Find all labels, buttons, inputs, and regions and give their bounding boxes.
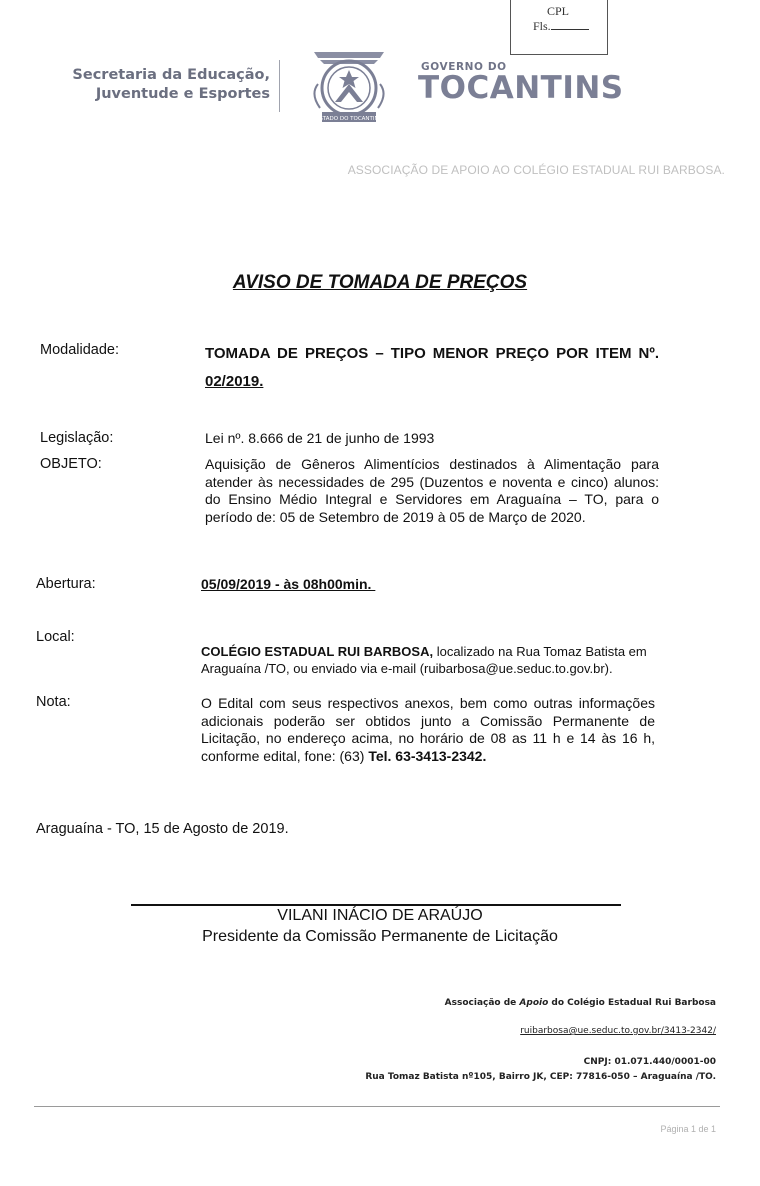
document-title: AVISO DE TOMADA DE PREÇOS	[232, 272, 528, 293]
seal-text: ESTADO DO TOCANTINS	[315, 116, 383, 122]
nota-label: Nota:	[36, 694, 71, 710]
modalidade-text: TOMADA DE PREÇOS – TIPO MENOR PREÇO POR ITEM Nº.	[205, 345, 659, 362]
legislacao-value: Lei nº. 8.666 de 21 de junho de 1993	[205, 430, 435, 446]
cpl-label: CPL	[547, 4, 570, 18]
secretaria-name	[48, 66, 270, 104]
nota-phone: Tel. 63-3413-2342.	[368, 747, 487, 764]
modalidade-value	[205, 340, 659, 396]
fls-field	[533, 18, 589, 34]
modalidade-label: Modalidade:	[40, 342, 119, 358]
header-association: ASSOCIAÇÃO DE APOIO AO COLÉGIO ESTADUAL RUI BARBOSA.	[347, 163, 725, 177]
tocantins-wordmark: TOCANTINS	[418, 70, 624, 106]
secretaria-line-1: Secretaria da Educação,	[72, 67, 270, 83]
local-address: localizado na Rua Tomaz Batista em Araguaína /TO, ou enviado via e-mail (ruibarbosa@ue.seduc.to.gov.br).	[201, 644, 647, 676]
signatory-name: VILANI INÁCIO DE ARAÚJO	[277, 907, 483, 924]
footer-association-suffix: do Colégio Estadual Rui Barbosa	[548, 998, 716, 1008]
objeto-value: Aquisição de Gêneros Alimentícios destinados à Alimentação para atender às necessidades de 295 (Duzentos e noventa e cinco) alunos: do Ensino Médio Integral e Servidores em Araguaína – TO, para o período de: 05 de Setembro de 2019 à 05 de Março de 2020.	[205, 456, 659, 525]
page-number: Página 1 de 1	[660, 1124, 716, 1134]
footer-association-italic: Apoio	[519, 998, 549, 1008]
footer-association	[445, 998, 716, 1008]
footer-contact-link[interactable]: ruibarbosa@ue.seduc.to.gov.br/3413-2342/	[520, 1026, 716, 1036]
modalidade-number: 02/2019.	[205, 373, 264, 390]
footer-association-prefix: Associação de	[444, 998, 520, 1008]
fls-blank-line	[551, 18, 589, 30]
city-date: Araguaína - TO, 15 de Agosto de 2019.	[36, 821, 289, 837]
secretaria-line-2: Juventude e Esportes	[95, 86, 270, 102]
local-school-name: COLÉGIO ESTADUAL RUI BARBOSA,	[201, 644, 434, 659]
local-value	[201, 644, 655, 677]
header-divider	[279, 60, 280, 112]
state-seal-icon	[300, 44, 398, 128]
footer-address: Rua Tomaz Batista nº105, Bairro JK, CEP: 77816-050 – Araguaína /TO.	[365, 1072, 716, 1082]
footer-divider	[34, 1106, 720, 1107]
signature-line	[131, 904, 621, 906]
signatory-role: Presidente da Comissão Permanente de Licitação	[202, 928, 558, 945]
cpl-stamp-box	[510, 0, 608, 55]
footer-cnpj: CNPJ: 01.071.440/0001-00	[583, 1057, 716, 1067]
legislacao-label: Legislação:	[40, 430, 114, 446]
nota-text: O Edital com seus respectivos anexos, bem como outras informações adicionais poderão ser obtidos junto a Comissão Permanente de Licitação, no endereço acima, no horário de 08 as 11 h e 14 às 16 h, conforme edital, fone: (63)	[201, 695, 655, 764]
abertura-label: Abertura:	[36, 576, 96, 592]
local-label: Local:	[36, 629, 75, 645]
fls-label: Fls.	[533, 19, 551, 33]
nota-value	[201, 695, 655, 765]
objeto-label: OBJETO:	[40, 456, 102, 472]
abertura-value: 05/09/2019 - às 08h00min.	[201, 576, 376, 592]
governo-do-label: GOVERNO DO	[421, 61, 507, 73]
